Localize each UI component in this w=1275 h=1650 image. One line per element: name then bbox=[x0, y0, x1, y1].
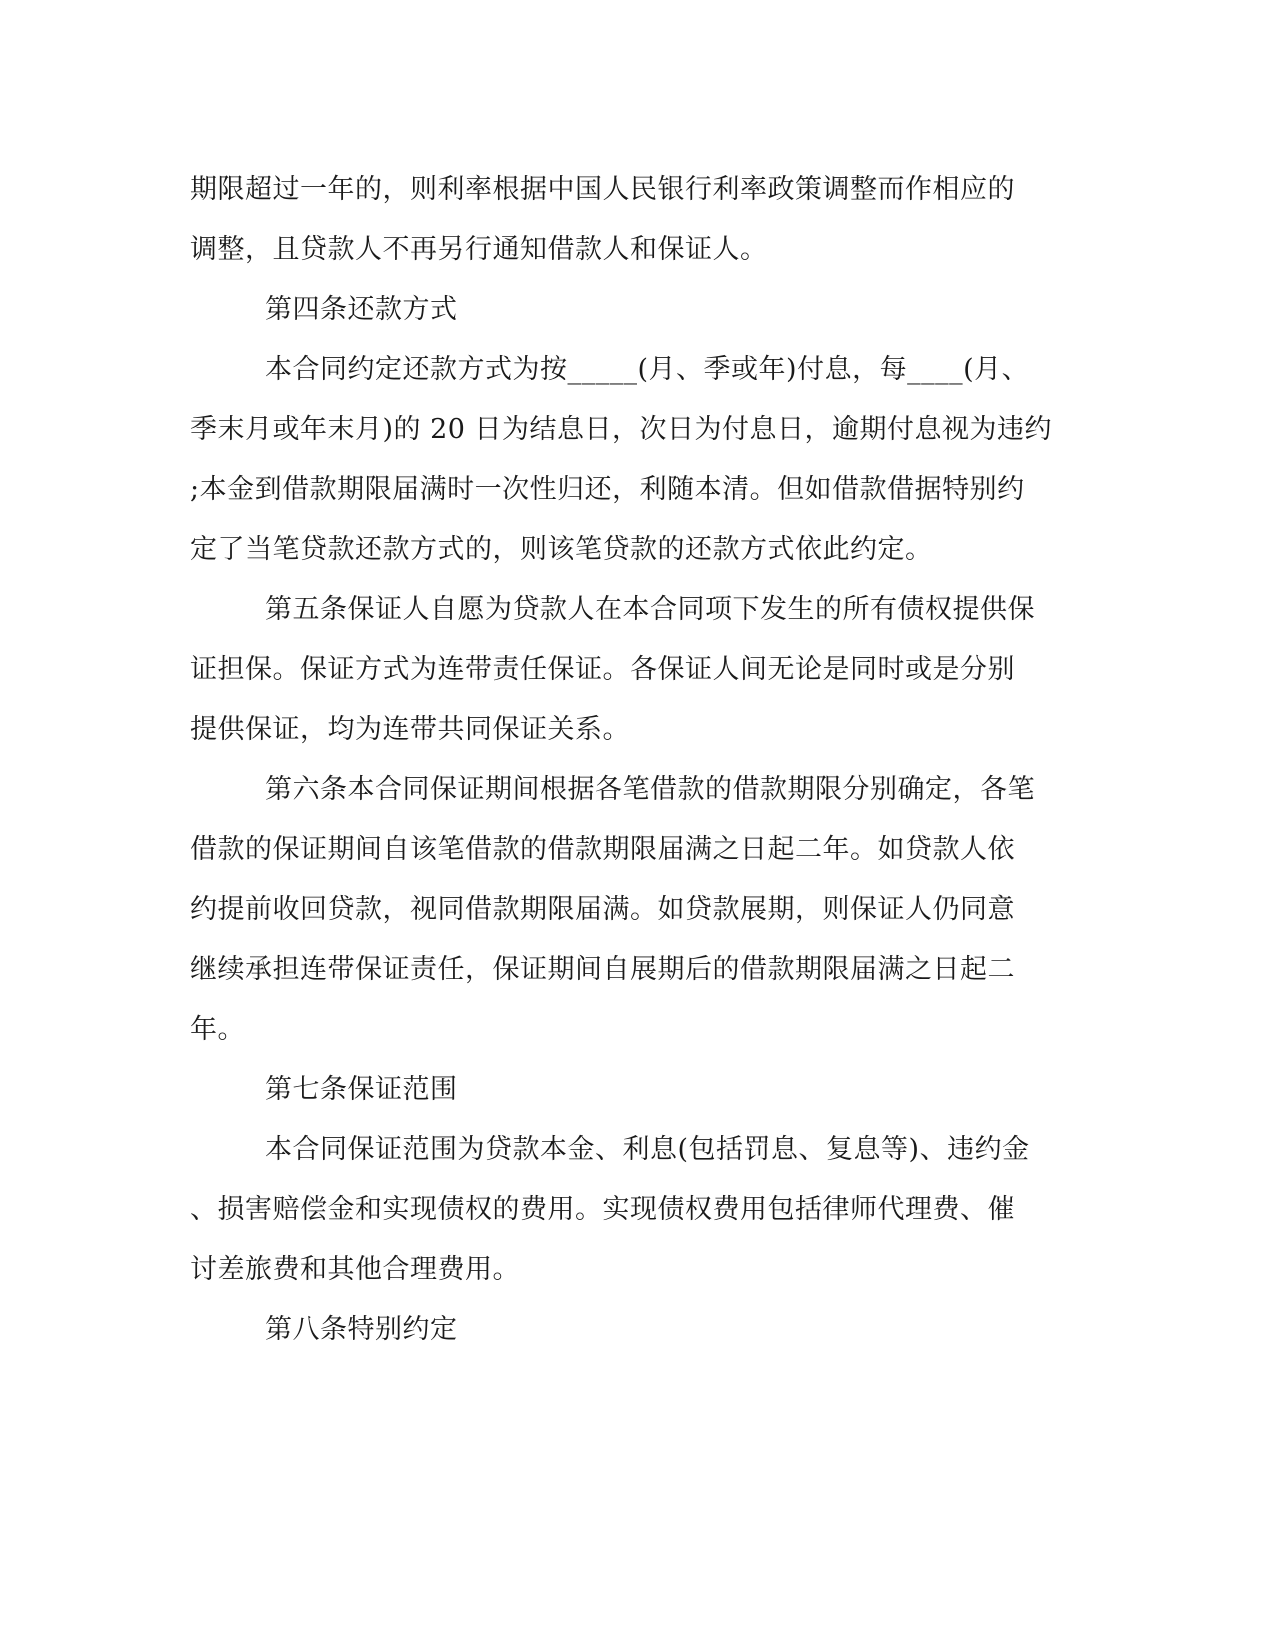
text-line: 继续承担连带保证责任，保证期间自展期后的借款期限届满之日起二 bbox=[190, 954, 1015, 985]
article-7-heading: 第七条保证范围 bbox=[265, 1074, 458, 1105]
text-line: 借款的保证期间自该笔借款的借款期限届满之日起二年。如贷款人依 bbox=[190, 834, 1015, 865]
article-4-heading: 第四条还款方式 bbox=[265, 294, 458, 325]
text-line: 、损害赔偿金和实现债权的费用。实现债权费用包括律师代理费、催 bbox=[190, 1194, 1015, 1225]
text-line: 年。 bbox=[190, 1014, 245, 1045]
text-line: 季末月或年末月)的 20 日为结息日，次日为付息日，逾期付息视为违约 bbox=[190, 414, 1053, 445]
document-body bbox=[190, 160, 1090, 1360]
text-line: 本合同约定还款方式为按_____(月、季或年)付息，每____(月、 bbox=[265, 354, 1030, 385]
article-6-paragraph: 第六条本合同保证期间根据各笔借款的借款期限分别确定，各笔 bbox=[265, 774, 1035, 805]
text-line: 证担保。保证方式为连带责任保证。各保证人间无论是同时或是分别 bbox=[190, 654, 1015, 685]
text-line: 讨差旅费和其他合理费用。 bbox=[190, 1254, 520, 1285]
text-line: ;本金到借款期限届满时一次性归还，利随本清。但如借款借据特别约 bbox=[190, 474, 1025, 505]
text-line: 期限超过一年的，则利率根据中国人民银行利率政策调整而作相应的 bbox=[190, 174, 1015, 205]
text-line: 定了当笔贷款还款方式的，则该笔贷款的还款方式依此约定。 bbox=[190, 534, 933, 565]
article-8-heading: 第八条特别约定 bbox=[265, 1314, 458, 1345]
article-5-paragraph: 第五条保证人自愿为贷款人在本合同项下发生的所有债权提供保 bbox=[265, 594, 1035, 625]
text-line: 提供保证，均为连带共同保证关系。 bbox=[190, 714, 630, 745]
text-line: 调整，且贷款人不再另行通知借款人和保证人。 bbox=[190, 234, 768, 265]
text-line: 本合同保证范围为贷款本金、利息(包括罚息、复息等)、违约金 bbox=[265, 1134, 1030, 1165]
text-line: 约提前收回贷款，视同借款期限届满。如贷款展期，则保证人仍同意 bbox=[190, 894, 1015, 925]
